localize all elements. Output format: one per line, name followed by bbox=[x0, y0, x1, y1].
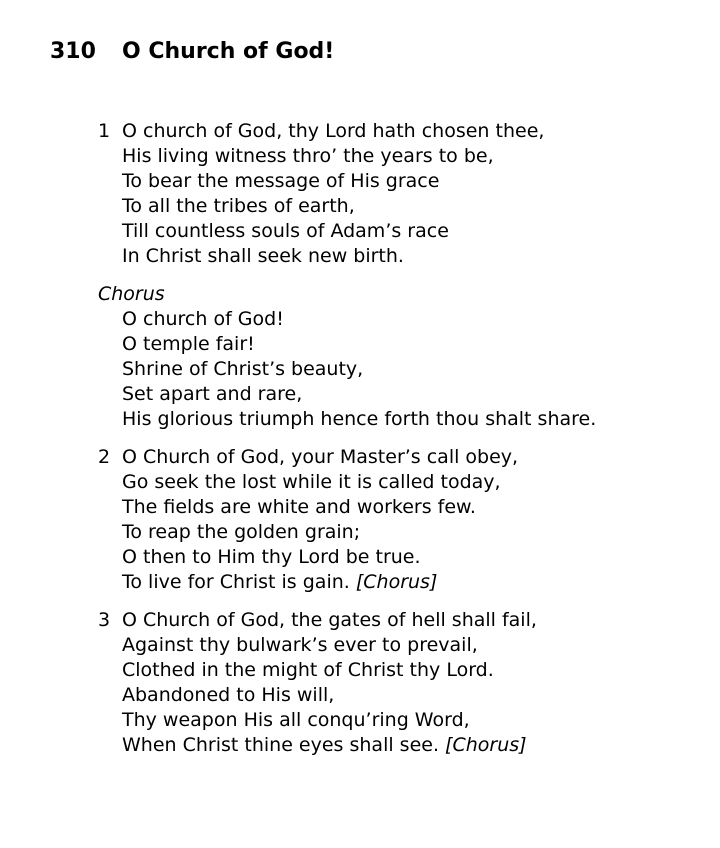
verse-line: Till countless souls of Adam’s race bbox=[122, 220, 449, 242]
verse-line: In Christ shall seek new birth. bbox=[122, 245, 404, 267]
verse-line: O Church of God, your Master’s call obey, bbox=[122, 446, 519, 468]
verse-line: To bear the message of His grace bbox=[122, 170, 440, 192]
verse-line: O Church of God, the gates of hell shall fail, bbox=[122, 609, 537, 631]
chorus-line: O temple fair! bbox=[122, 333, 255, 355]
verse-line: Go seek the lost while it is called today, bbox=[122, 471, 501, 493]
verse-line: The fields are white and workers few. bbox=[122, 496, 476, 518]
chorus-line: Set apart and rare, bbox=[122, 383, 303, 405]
verse-line-with-chorus-ref bbox=[122, 570, 698, 595]
hymn-number: 310 bbox=[50, 39, 96, 64]
chorus-ref: [Chorus] bbox=[445, 734, 527, 756]
chorus-lines bbox=[98, 307, 698, 432]
chorus-label: Chorus bbox=[98, 283, 165, 305]
verse-line: Clothed in the might of Christ thy Lord. bbox=[122, 659, 494, 681]
verse-line-with-chorus-ref bbox=[122, 733, 698, 758]
verse-number: 2 bbox=[98, 446, 111, 468]
verse-3 bbox=[98, 608, 698, 758]
verse-number: 1 bbox=[98, 120, 111, 142]
verse-line: Thy weapon His all conqu’ring Word, bbox=[122, 709, 470, 731]
verse-line: When Christ thine eyes shall see. bbox=[122, 734, 439, 756]
chorus-line: Shrine of Christ’s beauty, bbox=[122, 358, 364, 380]
verse-line: His living witness thro’ the years to be, bbox=[122, 145, 494, 167]
hymn-title: O Church of God! bbox=[122, 39, 335, 64]
verse-line: To live for Christ is gain. bbox=[122, 571, 350, 593]
chorus-ref: [Chorus] bbox=[355, 571, 438, 593]
verse-1 bbox=[98, 119, 698, 269]
verse-line: Against thy bulwark’s ever to prevail, bbox=[122, 634, 478, 656]
hymn-body bbox=[98, 119, 698, 771]
verse-line: Abandoned to His will, bbox=[122, 684, 335, 706]
verse-number: 3 bbox=[98, 609, 111, 631]
verse-2 bbox=[98, 445, 698, 595]
chorus bbox=[98, 282, 698, 432]
verse-line: To reap the golden grain; bbox=[122, 521, 361, 543]
hymn-header bbox=[50, 36, 334, 68]
chorus-line: O church of God! bbox=[122, 308, 284, 330]
verse-line: O then to Him thy Lord be true. bbox=[122, 546, 421, 568]
verse-line: To all the tribes of earth, bbox=[122, 195, 355, 217]
verse-line: O church of God, thy Lord hath chosen thee, bbox=[122, 120, 545, 142]
chorus-line: His glorious triumph hence forth thou shalt share. bbox=[122, 408, 597, 430]
